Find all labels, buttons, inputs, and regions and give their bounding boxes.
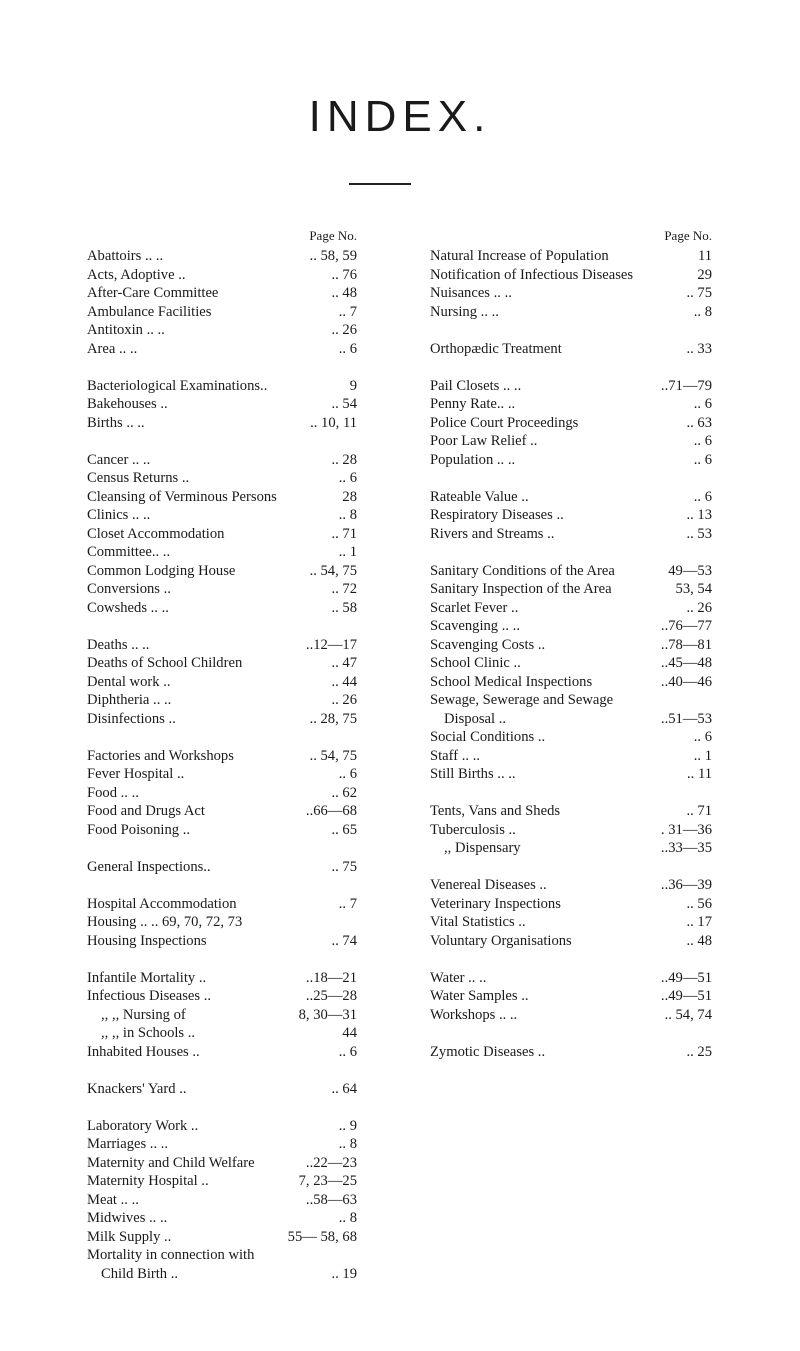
index-entry — [87, 1080, 357, 1099]
index-entry-label: Food and Drugs Act — [87, 803, 205, 819]
index-entry-label: Child Birth .. — [101, 1265, 179, 1282]
index-entry — [87, 1043, 357, 1062]
index-entry — [430, 747, 712, 766]
index-entry-label: Housing .. .. 69, 70, 72, 73 — [87, 914, 243, 930]
index-entry-label: Orthopædic Treatment — [430, 340, 562, 357]
index-entry — [430, 414, 712, 433]
index-entry-pages: .. 75 — [686, 285, 712, 301]
index-entry-pages: .. 8 — [338, 1136, 357, 1152]
index-entry-pages: .. 33 — [686, 340, 712, 357]
index-entry — [430, 303, 712, 322]
index-entry — [430, 636, 712, 655]
title-rule — [349, 183, 411, 185]
index-entry-label: Maternity and Child Welfare — [87, 1154, 255, 1171]
index-entry — [430, 839, 712, 858]
index-entry-label: Voluntary Organisations — [430, 932, 572, 949]
index-entry-label: Scavenging .. .. — [430, 618, 520, 634]
index-entry-pages: .. 8 — [338, 507, 357, 523]
index-entry-label: Hospital Accommodation — [87, 895, 237, 912]
index-entry — [430, 562, 712, 581]
section-gap — [430, 543, 712, 562]
index-entry-label: Workshops .. .. — [430, 1006, 518, 1023]
index-entry-pages: .. 13 — [686, 507, 712, 523]
index-entry-pages: ..58—63 — [305, 1191, 357, 1208]
section-gap — [430, 950, 712, 969]
index-entry-label: Diphtheria .. .. — [87, 692, 172, 708]
index-entry-pages: 28 — [342, 488, 357, 505]
index-entry — [430, 1006, 712, 1025]
index-entry-pages: ..71—79 — [660, 377, 712, 394]
index-entry-label: ,, ,, Nursing of — [101, 1006, 186, 1023]
index-entry-pages: .. 62 — [331, 784, 357, 801]
index-entry-pages: .. 8 — [338, 1210, 357, 1226]
index-entry-pages: .. 26 — [686, 599, 712, 616]
index-entry-pages: ..40—46 — [660, 673, 712, 690]
index-column-right — [430, 228, 712, 1061]
index-entry-label: School Medical Inspections — [430, 673, 593, 690]
index-entry-pages: .. 19 — [331, 1265, 357, 1282]
index-entry — [430, 710, 712, 729]
index-entry-label: Respiratory Diseases .. — [430, 507, 564, 523]
index-entry-label: Nursing .. .. — [430, 303, 499, 320]
index-entry — [87, 1265, 357, 1284]
index-entry — [87, 488, 357, 507]
index-entry — [87, 1172, 357, 1191]
index-entry-label: Closet Accommodation — [87, 525, 225, 542]
index-entry-pages: .. 8 — [693, 303, 712, 320]
index-entry-label: Police Court Proceedings — [430, 414, 579, 431]
index-entry-pages: ..45—48 — [660, 655, 712, 671]
index-entry — [87, 1135, 357, 1154]
section-gap — [87, 876, 357, 895]
index-entry-pages: .. 9 — [338, 1117, 357, 1134]
index-entry — [87, 599, 357, 618]
index-entry-label: Committee.. .. — [87, 544, 171, 560]
index-entry-pages: .. 7 — [338, 895, 357, 912]
section-gap — [87, 358, 357, 377]
section-gap — [87, 432, 357, 451]
index-entry — [87, 784, 357, 803]
index-entry-pages: .. 54 — [331, 396, 357, 412]
index-entry — [430, 913, 712, 932]
section-gap — [87, 1061, 357, 1080]
index-entry-pages: .. 48 — [331, 285, 357, 301]
index-entry — [87, 525, 357, 544]
index-entry-label: Births .. .. — [87, 414, 145, 431]
index-entry — [430, 821, 712, 840]
index-entry-pages: .. 53 — [686, 525, 712, 542]
index-entry-label: Cleansing of Verminous Persons — [87, 488, 277, 505]
index-list-right — [430, 247, 712, 1061]
index-entry — [430, 247, 712, 266]
index-entry-pages: .. 64 — [331, 1080, 357, 1097]
index-entry — [430, 395, 712, 414]
index-entry-pages: 53, 54 — [675, 581, 712, 597]
index-entry — [87, 451, 357, 470]
index-entry-label: Food Poisoning .. — [87, 821, 190, 838]
index-entry-label: Acts, Adoptive .. — [87, 266, 186, 283]
section-gap — [87, 728, 357, 747]
index-entry — [430, 377, 712, 396]
index-entry-pages: .. 54, 75 — [309, 747, 357, 764]
index-entry-pages: .. 75 — [331, 858, 357, 875]
index-entry — [430, 284, 712, 303]
index-entry — [430, 451, 712, 470]
index-entry — [87, 654, 357, 673]
index-entry-label: Inhabited Houses .. — [87, 1043, 200, 1060]
index-entry-label: Census Returns .. — [87, 470, 190, 486]
section-gap — [430, 469, 712, 488]
section-gap — [430, 358, 712, 377]
index-entry — [87, 377, 357, 396]
index-entry-label: Natural Increase of Population — [430, 248, 609, 264]
index-entry-label: Population .. .. — [430, 451, 516, 468]
index-entry-pages: 49—53 — [668, 562, 712, 579]
index-entry-pages: 44 — [342, 1025, 357, 1041]
index-entry-label: After-Care Committee — [87, 285, 219, 301]
index-entry-pages: .. 6 — [338, 340, 357, 357]
section-gap — [87, 950, 357, 969]
index-entry — [430, 432, 712, 451]
index-entry-pages: .. 6 — [693, 729, 712, 745]
index-entry-pages: .. 10, 11 — [310, 414, 357, 431]
index-entry-label: Rateable Value .. — [430, 488, 529, 505]
index-entry-label: Disinfections .. — [87, 710, 176, 727]
index-entry-label: Abattoirs .. .. — [87, 248, 164, 264]
index-entry-label: Bacteriological Examinations.. — [87, 377, 268, 394]
index-entry-pages: .. 65 — [331, 821, 357, 838]
index-entry-label: Ambulance Facilities — [87, 303, 212, 320]
index-entry-label: Deaths of School Children — [87, 655, 243, 671]
index-entry-pages: ..49—51 — [660, 988, 712, 1004]
index-entry-pages: .. 72 — [331, 581, 357, 597]
index-entry — [87, 562, 357, 581]
index-entry — [87, 747, 357, 766]
index-entry — [87, 1024, 357, 1043]
index-entry — [87, 1154, 357, 1173]
index-entry-label: Milk Supply .. — [87, 1228, 172, 1245]
index-entry-label: Infantile Mortality .. — [87, 969, 207, 986]
index-entry — [430, 765, 712, 784]
index-entry-pages: .. 47 — [331, 655, 357, 671]
index-entry — [87, 266, 357, 285]
index-entry — [87, 340, 357, 359]
index-entry-pages: ..22—23 — [305, 1154, 357, 1171]
index-entry-pages: ..76—77 — [660, 618, 712, 634]
index-entry-label: Bakehouses .. — [87, 396, 168, 412]
index-entry — [430, 673, 712, 692]
index-entry — [87, 469, 357, 488]
index-entry-label: Food .. .. — [87, 784, 139, 801]
index-entry-label: Factories and Workshops — [87, 747, 234, 764]
index-entry-pages: .. 76 — [331, 266, 357, 283]
index-entry-pages: . 31—36 — [660, 821, 712, 838]
index-entry-pages: .. 26 — [331, 692, 357, 708]
index-entry-label: General Inspections.. — [87, 858, 211, 875]
index-entry-label: Midwives .. .. — [87, 1210, 168, 1226]
index-entry — [430, 691, 712, 710]
index-entry-label: Cowsheds .. .. — [87, 599, 169, 616]
section-gap — [87, 839, 357, 858]
index-entry — [430, 969, 712, 988]
index-entry-label: Fever Hospital .. — [87, 766, 185, 782]
index-entry-pages: .. 25 — [686, 1043, 712, 1060]
index-entry-label: Infectious Diseases .. — [87, 988, 212, 1004]
index-entry — [87, 506, 357, 525]
index-entry-pages: .. 28, 75 — [309, 710, 357, 727]
index-entry — [430, 488, 712, 507]
index-entry-label: Social Conditions .. — [430, 729, 546, 745]
index-entry — [87, 1006, 357, 1025]
index-entry — [430, 617, 712, 636]
index-entry — [87, 932, 357, 951]
index-entry — [430, 895, 712, 914]
index-entry — [87, 1246, 357, 1265]
index-entry-pages: 55— 58, 68 — [287, 1228, 357, 1245]
index-entry-pages: .. 54, 75 — [309, 562, 357, 579]
index-entry — [87, 858, 357, 877]
index-entry — [87, 395, 357, 414]
index-entry — [87, 673, 357, 692]
index-entry — [430, 599, 712, 618]
index-entry-label: Housing Inspections — [87, 932, 207, 949]
index-entry — [87, 414, 357, 433]
index-entry-label: Meat .. .. — [87, 1191, 139, 1208]
index-entry-pages: .. 6 — [693, 396, 712, 412]
index-entry-pages: .. 17 — [686, 914, 712, 930]
index-entry-label: Sanitary Conditions of the Area — [430, 562, 615, 579]
index-entry-pages: .. 6 — [693, 488, 712, 505]
index-entry — [430, 266, 712, 285]
index-entry-label: Nuisances .. .. — [430, 285, 512, 301]
index-entry-pages: 11 — [697, 248, 712, 264]
index-entry — [430, 506, 712, 525]
index-entry-label: Poor Law Relief .. — [430, 433, 538, 449]
index-entry-label: Sewage, Sewerage and Sewage — [430, 692, 614, 708]
index-entry-label: Sanitary Inspection of the Area — [430, 581, 612, 597]
index-entry — [87, 303, 357, 322]
index-entry-label: Dental work .. — [87, 673, 171, 690]
index-entry-pages: .. 56 — [686, 895, 712, 912]
index-entry-pages: .. 6 — [338, 766, 357, 782]
index-entry — [87, 321, 357, 340]
index-entry-label: Pail Closets .. .. — [430, 377, 522, 394]
index-entry-pages: .. 71 — [686, 803, 712, 819]
section-gap — [87, 1098, 357, 1117]
index-entry-pages: .. 6 — [338, 470, 357, 486]
index-entry-label: Staff .. .. — [430, 747, 480, 764]
index-entry-pages: .. 71 — [331, 525, 357, 542]
index-entry — [430, 932, 712, 951]
index-entry — [87, 636, 357, 655]
index-entry-pages: ..49—51 — [660, 969, 712, 986]
index-entry-pages: .. 74 — [331, 932, 357, 949]
page-no-header-left: Page No. — [309, 228, 357, 243]
index-entry — [87, 1117, 357, 1136]
index-entry-pages: ..51—53 — [660, 710, 712, 727]
index-entry-label: Mortality in connection with — [87, 1247, 255, 1263]
index-list-left — [87, 247, 357, 1283]
index-entry-label: Common Lodging House — [87, 562, 236, 579]
index-entry-label: Deaths .. .. — [87, 636, 150, 653]
index-entry-pages: ..25—28 — [305, 988, 357, 1004]
index-entry-label: Water .. .. — [430, 969, 487, 986]
index-entry — [430, 728, 712, 747]
index-entry-label: Disposal .. — [444, 710, 507, 727]
index-entry — [87, 284, 357, 303]
index-entry — [87, 765, 357, 784]
index-column-left — [87, 228, 357, 1283]
index-entry-pages: .. 58 — [331, 599, 357, 616]
index-entry-label: Water Samples .. — [430, 988, 529, 1004]
index-entry-pages: ..33—35 — [660, 840, 712, 856]
index-entry-pages: ..36—39 — [660, 877, 712, 893]
index-entry-pages: .. 11 — [687, 766, 712, 782]
index-entry-label: Tuberculosis .. — [430, 821, 516, 838]
index-entry-label: Antitoxin .. .. — [87, 322, 165, 338]
index-entry — [87, 710, 357, 729]
index-entry-pages: ..18—21 — [305, 969, 357, 986]
index-entry-pages: .. 63 — [686, 414, 712, 431]
section-gap — [430, 1024, 712, 1043]
section-gap — [430, 858, 712, 877]
index-entry — [430, 1043, 712, 1062]
index-entry-pages: .. 6 — [693, 433, 712, 449]
index-entry-pages: ..66—68 — [305, 803, 357, 819]
index-entry — [430, 654, 712, 673]
index-entry-label: Clinics .. .. — [87, 507, 151, 523]
index-entry-label: ,, Dispensary — [444, 840, 521, 856]
index-entry-label: Vital Statistics .. — [430, 914, 526, 930]
index-entry-label: Conversions .. — [87, 581, 171, 597]
page-title: INDEX. — [308, 92, 492, 141]
index-entry — [87, 802, 357, 821]
index-entry-label: Venereal Diseases .. — [430, 877, 547, 893]
index-entry — [87, 895, 357, 914]
index-entry-label: Tents, Vans and Sheds — [430, 803, 561, 819]
index-entry-label: Notification of Infectious Diseases — [430, 266, 634, 283]
index-entry — [87, 969, 357, 988]
index-entry-label: Cancer .. .. — [87, 451, 151, 468]
index-entry-pages: 8, 30—31 — [298, 1006, 357, 1023]
index-entry — [87, 821, 357, 840]
index-entry-pages: .. 26 — [331, 322, 357, 338]
index-entry — [430, 525, 712, 544]
index-entry — [430, 987, 712, 1006]
index-entry — [87, 913, 357, 932]
index-entry — [87, 1209, 357, 1228]
index-entry-label: Area .. .. — [87, 340, 138, 357]
section-gap — [430, 784, 712, 803]
section-gap — [87, 617, 357, 636]
index-entry-pages: .. 28 — [331, 451, 357, 468]
index-entry — [87, 1228, 357, 1247]
index-entry — [87, 1191, 357, 1210]
index-entry-label: Scavenging Costs .. — [430, 636, 546, 653]
index-entry — [87, 691, 357, 710]
index-entry-label: Zymotic Diseases .. — [430, 1043, 546, 1060]
index-entry-pages: 9 — [349, 377, 357, 394]
index-entry-label: Laboratory Work .. — [87, 1117, 199, 1134]
index-entry-pages: .. 6 — [338, 1043, 357, 1060]
index-entry — [430, 802, 712, 821]
index-entry-label: Still Births .. .. — [430, 766, 516, 782]
index-entry — [430, 340, 712, 359]
index-entry-pages: ..12—17 — [305, 636, 357, 653]
index-entry-pages: 7, 23—25 — [298, 1173, 357, 1189]
index-entry-label: Maternity Hospital .. — [87, 1173, 209, 1189]
index-entry-pages: .. 1 — [693, 747, 712, 764]
index-entry-pages: .. 54, 74 — [664, 1006, 712, 1023]
index-entry-pages: .. 48 — [686, 932, 712, 949]
section-gap — [430, 321, 712, 340]
index-entry — [87, 543, 357, 562]
index-entry-label: Rivers and Streams .. — [430, 525, 555, 542]
index-entry-label: School Clinic .. — [430, 655, 521, 671]
index-entry-label: Penny Rate.. .. — [430, 396, 516, 412]
index-entry — [87, 247, 357, 266]
index-entry-pages: ..78—81 — [660, 636, 712, 653]
index-entry-label: Veterinary Inspections — [430, 895, 561, 912]
index-entry-pages: .. 44 — [331, 673, 357, 690]
index-entry — [87, 987, 357, 1006]
index-entry-label: Knackers' Yard .. — [87, 1080, 187, 1097]
index-entry-label: Marriages .. .. — [87, 1136, 169, 1152]
index-entry-pages: .. 7 — [338, 303, 357, 320]
page-no-header-right: Page No. — [664, 228, 712, 243]
index-entry-label: Scarlet Fever .. — [430, 599, 519, 616]
index-entry-label: ,, ,, in Schools .. — [101, 1025, 196, 1041]
index-entry — [430, 580, 712, 599]
index-entry — [430, 876, 712, 895]
index-entry-pages: 29 — [697, 266, 712, 283]
index-entry-pages: .. 6 — [693, 451, 712, 468]
index-entry-pages: .. 58, 59 — [309, 248, 357, 264]
index-entry — [87, 580, 357, 599]
index-entry-pages: .. 1 — [338, 544, 357, 560]
